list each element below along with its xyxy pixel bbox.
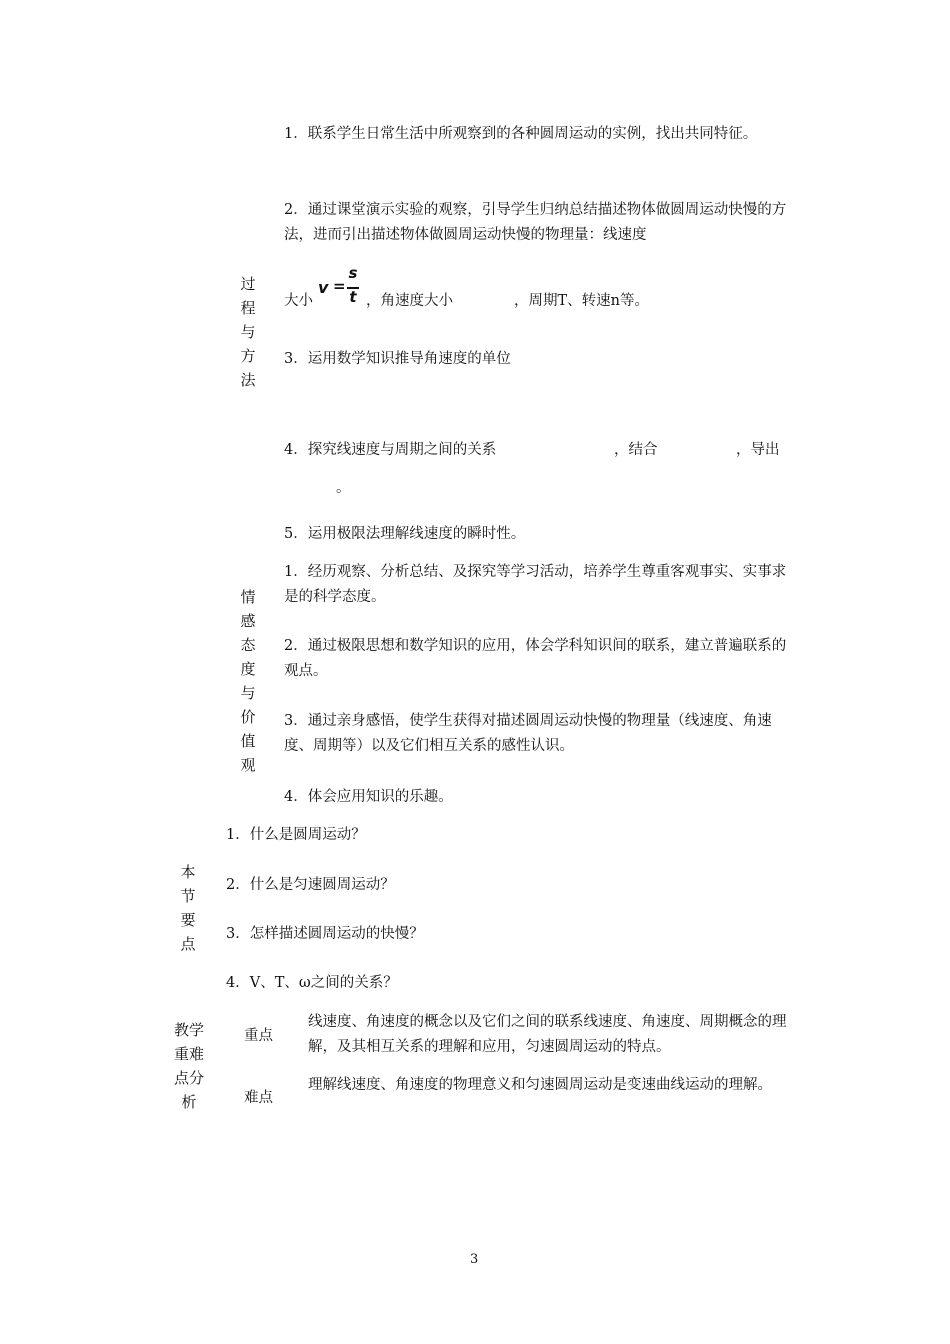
emotion-item-3: 3．通过亲身感悟，使学生获得对描述圆周运动快慢的物理量（线速度、角速度、周期等）以及它们相互关系的感性认识。 <box>284 713 772 754</box>
page-number: 3 <box>470 1252 479 1267</box>
process-item-2-size-label: 大小 <box>284 293 313 309</box>
process-item-4-end: 。 <box>336 480 351 496</box>
analysis-difficult-label: 难点 <box>244 1090 273 1106</box>
analysis-key-text: 线速度、角速度的概念以及它们之间的联系线速度、角速度、周期概念的理解，及其相互关系的理解和应用，匀速圆周运动的特点。 <box>308 1014 787 1055</box>
section-label-emotion: 情感态度与价值观 <box>240 588 256 774</box>
emotion-item-4: 4．体会应用知识的乐趣。 <box>284 789 453 805</box>
keypoint-item-4: 4．V、T、ω之间的关系？ <box>226 975 398 991</box>
process-item-2-period: ，周期T、转速n等。 <box>514 293 650 309</box>
section-label-process: 过程与方法 <box>240 275 256 389</box>
formula-denominator: t <box>349 288 357 306</box>
analysis-key-label: 重点 <box>244 1028 273 1044</box>
keypoint-item-3: 3．怎样描述圆周运动的快慢？ <box>226 926 424 942</box>
section-label-keypoints: 本节要点 <box>180 863 196 953</box>
keypoint-item-1: 1．什么是圆周运动？ <box>226 827 366 843</box>
analysis-difficult-text: 理解线速度、角速度的物理意义和匀速圆周运动是变速曲线运动的理解。 <box>308 1077 772 1093</box>
process-item-1: 1．联系学生日常生活中所观察到的各种圆周运动的实例，找出共同特征。 <box>284 126 758 142</box>
formula-lhs: v <box>318 278 329 297</box>
process-item-3: 3．运用数学知识推导角速度的单位 <box>284 351 511 367</box>
process-item-4-b: ，结合 <box>614 442 658 458</box>
emotion-item-1: 1．经历观察、分析总结、及探究等学习活动，培养学生尊重客观事实、实事求是的科学态度。 <box>284 564 787 605</box>
keypoint-item-2: 2．什么是匀速圆周运动？ <box>226 877 395 893</box>
linear-velocity-formula <box>316 266 366 310</box>
process-item-4-c: ，导出 <box>736 442 780 458</box>
process-item-2-angular: ，角速度大小 <box>366 293 453 309</box>
formula-numerator: s <box>348 264 358 282</box>
emotion-item-2: 2．通过极限思想和数学知识的应用，体会学科知识间的联系，建立普遍联系的观点。 <box>284 638 787 679</box>
section-label-analysis: 教学重难点分析 <box>173 1021 204 1111</box>
process-item-5: 5．运用极限法理解线速度的瞬时性。 <box>284 526 526 542</box>
formula-equals: = <box>333 277 346 295</box>
process-item-4-a: 4．探究线速度与周期之间的关系 <box>284 442 497 458</box>
process-item-2: 2．通过课堂演示实验的观察，引导学生归纳总结描述物体做圆周运动快慢的方法，进而引出描述物体做圆周运动快慢的物理量：线速度 <box>284 202 787 243</box>
